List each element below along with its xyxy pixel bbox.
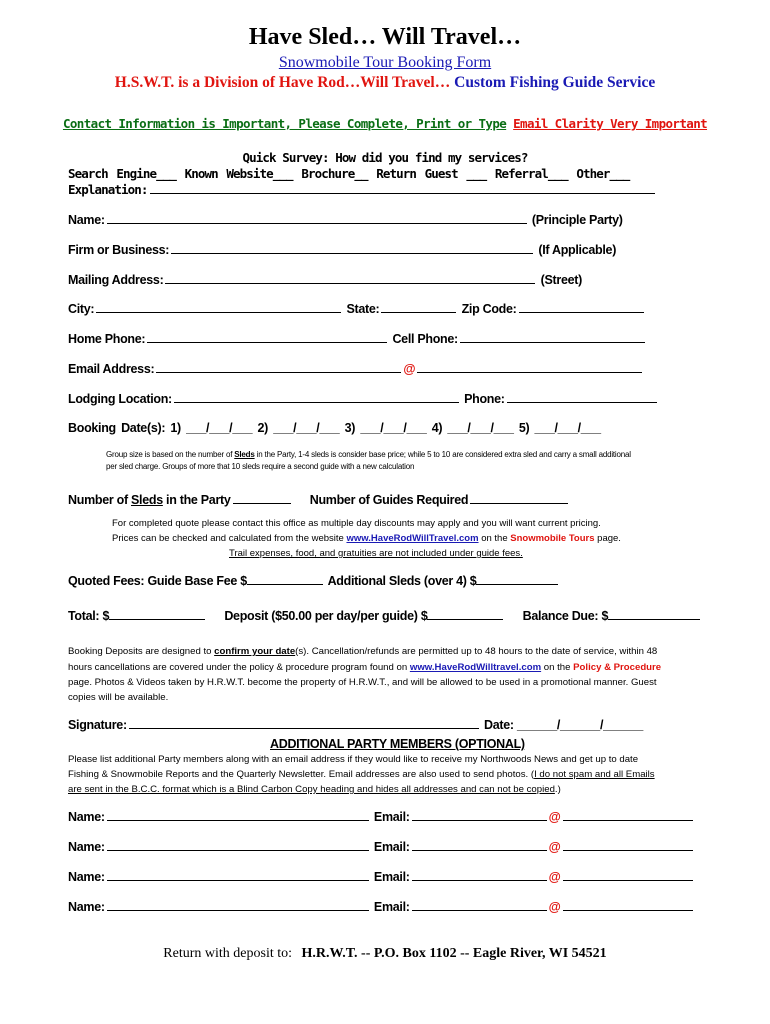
name-label: Name: bbox=[68, 213, 105, 227]
lodging-phone-field[interactable] bbox=[507, 391, 657, 403]
quoted-fees-row bbox=[68, 573, 560, 588]
booking-date-4[interactable]: ___/___/___ bbox=[447, 421, 514, 435]
deposit-field[interactable] bbox=[427, 608, 503, 620]
member-name-label: Name: bbox=[68, 900, 105, 914]
deposit-note-text-b: (s). Cancellation/refunds are permitted up to 48 hours to the date of service, within 48 bbox=[295, 646, 658, 657]
survey-option-website[interactable]: Known Website___ bbox=[184, 166, 293, 181]
mailing-field[interactable] bbox=[165, 272, 535, 284]
booking-slot-2: 2) bbox=[257, 421, 269, 435]
member-row bbox=[68, 899, 695, 914]
city-row bbox=[68, 301, 646, 316]
member-at-sign: @ bbox=[548, 810, 561, 824]
additional-sleds-field[interactable] bbox=[476, 573, 558, 585]
email-label: Email Address: bbox=[68, 362, 155, 376]
firm-field[interactable] bbox=[171, 242, 533, 254]
deposit-note-line4: copies will be available. bbox=[68, 692, 169, 703]
member-email-domain-field[interactable] bbox=[563, 899, 693, 911]
state-field[interactable] bbox=[381, 301, 456, 313]
form-subtitle: Snowmobile Tour Booking Form bbox=[278, 54, 492, 71]
mailing-row bbox=[68, 272, 582, 287]
survey-option-referral[interactable]: Referral___ bbox=[494, 166, 568, 181]
sleds-label-b: Sleds bbox=[131, 493, 163, 507]
member-name-field[interactable] bbox=[107, 869, 369, 881]
additional-note-bcc: are sent in the B.C.C. format which is a Blind Carbon Copy heading and hides all addresses and can not be copied bbox=[68, 784, 555, 795]
signature-field[interactable] bbox=[129, 717, 479, 729]
quote-note-text-c: page. bbox=[597, 533, 621, 544]
member-email-domain-field[interactable] bbox=[563, 809, 693, 821]
survey-options bbox=[68, 166, 629, 181]
explanation-row bbox=[68, 182, 657, 197]
mailing-hint: (Street) bbox=[540, 273, 582, 287]
member-email-label: Email: bbox=[373, 870, 410, 884]
contact-important: Email Clarity Very Important bbox=[513, 116, 708, 131]
contact-note bbox=[0, 116, 770, 131]
member-name-label: Name: bbox=[68, 810, 105, 824]
lodging-phone-label: Phone: bbox=[464, 392, 505, 406]
firm-label: Firm or Business: bbox=[68, 243, 170, 257]
survey-option-return[interactable]: Return Guest ___ bbox=[376, 166, 487, 181]
group-note-text-b: in the Party, 1-4 sleds is consider base price; while 5 to 10 are considered extra sled and carry a small additional bbox=[256, 450, 631, 459]
division-line bbox=[0, 74, 770, 92]
balance-field[interactable] bbox=[608, 608, 700, 620]
member-row bbox=[68, 839, 695, 854]
booking-slot-4: 4) bbox=[431, 421, 443, 435]
zip-label: Zip Code: bbox=[461, 302, 517, 316]
additional-note-end: .) bbox=[554, 784, 561, 795]
member-name-field[interactable] bbox=[107, 899, 369, 911]
deposit-label: Deposit ($50.00 per day/per guide) $ bbox=[224, 609, 428, 623]
member-email-domain-field[interactable] bbox=[563, 869, 693, 881]
cell-phone-field[interactable] bbox=[460, 331, 645, 343]
member-name-field[interactable] bbox=[107, 809, 369, 821]
lodging-row bbox=[68, 391, 659, 406]
survey-title: Quick Survey: How did you find my services? bbox=[242, 150, 528, 165]
additional-sleds-label: Additional Sleds (over 4) $ bbox=[327, 574, 477, 588]
member-email-user-field[interactable] bbox=[412, 809, 547, 821]
zip-field[interactable] bbox=[519, 301, 644, 313]
booking-slot-1: 1) bbox=[170, 421, 181, 435]
snowmobile-tours-link[interactable]: Snowmobile Tours bbox=[510, 533, 595, 544]
member-row bbox=[68, 869, 695, 884]
sleds-count-field[interactable] bbox=[233, 492, 291, 504]
member-email-user-field[interactable] bbox=[412, 899, 547, 911]
deposit-note-text-a: Booking Deposits are designed to bbox=[68, 646, 212, 657]
additional-heading: ADDITIONAL PARTY MEMBERS (OPTIONAL) bbox=[270, 737, 525, 751]
member-at-sign: @ bbox=[548, 840, 561, 854]
city-label: City: bbox=[68, 302, 95, 316]
totals-row bbox=[68, 608, 702, 623]
member-email-domain-field[interactable] bbox=[563, 839, 693, 851]
group-note-line2: per sled charge. Groups of more that 10 sleds require a second guide with a new calculation bbox=[106, 462, 415, 471]
name-row bbox=[68, 212, 623, 227]
booking-slot-5: 5) bbox=[518, 421, 530, 435]
deposit-note-line1 bbox=[68, 644, 657, 659]
member-email-user-field[interactable] bbox=[412, 869, 547, 881]
total-field[interactable] bbox=[109, 608, 205, 620]
quote-note-text-b: on the bbox=[481, 533, 508, 544]
member-row bbox=[68, 809, 695, 824]
booking-date-2[interactable]: ___/___/___ bbox=[273, 421, 340, 435]
group-note-text-a: Group size is based on the number of bbox=[106, 450, 233, 459]
member-email-label: Email: bbox=[373, 900, 410, 914]
guides-label: Number of Guides Required bbox=[309, 493, 469, 507]
survey-option-other[interactable]: Other___ bbox=[576, 166, 630, 181]
balance-label: Balance Due: $ bbox=[522, 609, 609, 623]
party-row bbox=[68, 492, 570, 507]
email-at-sign: @ bbox=[403, 362, 416, 376]
mailing-label: Mailing Address: bbox=[68, 273, 164, 287]
survey-option-brochure[interactable]: Brochure__ bbox=[301, 166, 368, 181]
quote-note-line1: For completed quote please contact this office as multiple day discounts may apply and you will want current pricing. bbox=[112, 518, 601, 529]
deposit-note-text-d: on the bbox=[543, 662, 571, 673]
policy-procedure-link[interactable]: Policy & Procedure bbox=[573, 662, 662, 673]
policy-website-link[interactable]: www.HaveRodWilltravel.com bbox=[409, 662, 542, 673]
lodging-label: Lodging Location: bbox=[68, 392, 172, 406]
sleds-label-a: Number of bbox=[68, 493, 128, 507]
booking-label: Booking Date(s): bbox=[68, 421, 166, 435]
booking-row bbox=[68, 421, 601, 435]
home-phone-label: Home Phone: bbox=[68, 332, 146, 346]
deposit-note-text-c: hours cancellations are covered under the policy & procedure program found on bbox=[68, 662, 408, 673]
phone-row bbox=[68, 331, 647, 346]
additional-note-line2 bbox=[68, 767, 655, 782]
name-field[interactable] bbox=[107, 212, 527, 224]
name-hint: (Principle Party) bbox=[531, 213, 623, 227]
deposit-note-confirm: confirm your date bbox=[214, 646, 296, 657]
guides-count-field[interactable] bbox=[470, 492, 568, 504]
additional-note-line1: Please list additional Party members along with an email address if they would like to receive my Northwoods News and get up to date bbox=[68, 754, 639, 765]
deposit-note-line2 bbox=[68, 660, 661, 675]
additional-note-line3 bbox=[68, 782, 561, 797]
website-link[interactable]: www.HaveRodWillTravel.com bbox=[346, 533, 479, 544]
additional-note-text-a: Fishing & Snowmobile Reports and the Quarterly Newsletter. Email addresses are also used to send photos. ( bbox=[68, 769, 535, 780]
signature-label: Signature: bbox=[68, 718, 127, 732]
form-title: Have Sled… Will Travel… bbox=[248, 24, 522, 50]
firm-hint: (If Applicable) bbox=[538, 243, 617, 257]
email-user-field[interactable] bbox=[156, 361, 401, 373]
total-label: Total: $ bbox=[68, 609, 110, 623]
quote-note-line2 bbox=[112, 531, 621, 546]
booking-date-1[interactable]: ___/___/___ bbox=[186, 421, 253, 435]
additional-note-spam: I do not spam and all Emails bbox=[534, 769, 655, 780]
explanation-label: Explanation: bbox=[68, 182, 148, 197]
survey-option-search[interactable]: Search Engine___ bbox=[68, 166, 177, 181]
deposit-note-line3: page. Photos & Videos taken by H.R.W.T. become the property of H.R.W.T., and will be allowed to be used in a promotional manner. Guest bbox=[68, 677, 657, 688]
return-address: H.R.W.T. -- P.O. Box 1102 -- Eagle River, WI 54521 bbox=[301, 946, 607, 961]
member-email-label: Email: bbox=[373, 840, 410, 854]
quote-note-line3: Trail expenses, food, and gratuities are not included under guide fees. bbox=[229, 548, 523, 559]
guide-base-fee-label: Quoted Fees: Guide Base Fee $ bbox=[68, 574, 247, 588]
city-field[interactable] bbox=[96, 301, 341, 313]
member-at-sign: @ bbox=[548, 870, 561, 884]
sleds-label-c: in the Party bbox=[166, 493, 231, 507]
member-email-user-field[interactable] bbox=[412, 839, 547, 851]
email-domain-field[interactable] bbox=[417, 361, 642, 373]
cell-phone-label: Cell Phone: bbox=[392, 332, 458, 346]
home-phone-field[interactable] bbox=[147, 331, 387, 343]
member-name-field[interactable] bbox=[107, 839, 369, 851]
quote-note-text-a: Prices can be checked and calculated from the website bbox=[112, 533, 344, 544]
group-note-line1 bbox=[106, 450, 631, 459]
division-prefix: H.S.W.T. is a Division of Have Rod…Will Travel… bbox=[114, 74, 451, 91]
guide-base-fee-field[interactable] bbox=[247, 573, 323, 585]
state-label: State: bbox=[346, 302, 380, 316]
explanation-field[interactable] bbox=[150, 182, 655, 194]
member-name-label: Name: bbox=[68, 840, 105, 854]
member-name-label: Name: bbox=[68, 870, 105, 884]
date-label: Date: bbox=[484, 718, 514, 732]
group-note-sleds: Sleds bbox=[234, 450, 255, 459]
footer bbox=[0, 946, 770, 962]
signature-row bbox=[68, 717, 643, 732]
contact-note-text: Contact Information is Important, Please Complete, Print or Type bbox=[62, 116, 507, 131]
member-at-sign: @ bbox=[548, 900, 561, 914]
email-row bbox=[68, 361, 644, 376]
lodging-field[interactable] bbox=[174, 391, 459, 403]
member-email-label: Email: bbox=[373, 810, 410, 824]
booking-date-3[interactable]: ___/___/___ bbox=[360, 421, 427, 435]
firm-row bbox=[68, 242, 616, 257]
booking-slot-3: 3) bbox=[344, 421, 356, 435]
signature-date-field[interactable]: ______/______/______ bbox=[516, 718, 644, 732]
return-label: Return with deposit to: bbox=[163, 946, 293, 961]
booking-date-5[interactable]: ___/___/___ bbox=[534, 421, 601, 435]
division-suffix: Custom Fishing Guide Service bbox=[454, 74, 656, 91]
